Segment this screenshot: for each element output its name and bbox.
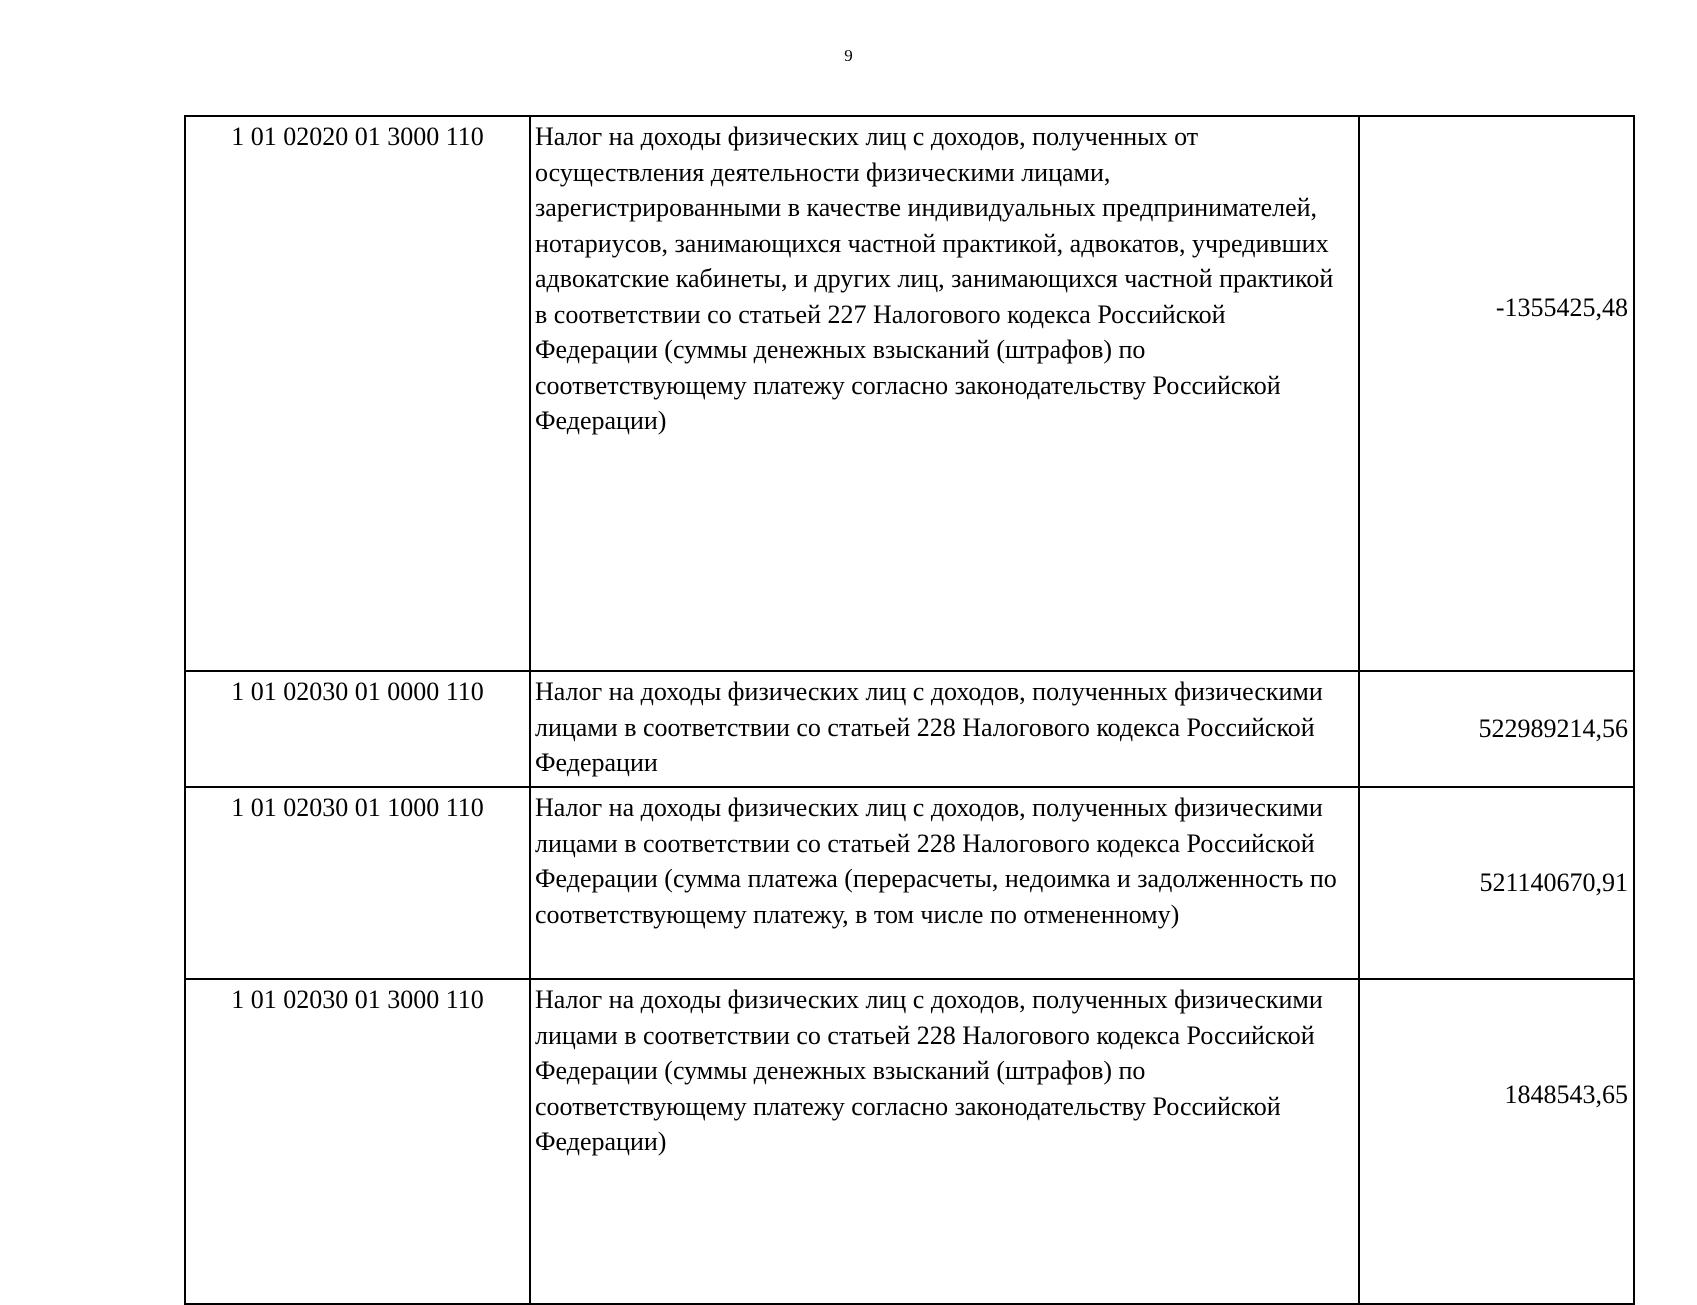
amount-cell: 521140670,91 — [1359, 787, 1634, 979]
amount-cell: 522989214,56 — [1359, 671, 1634, 787]
budget-code-cell: 1 01 02030 01 3000 110 — [185, 979, 530, 1304]
table-row — [185, 979, 1634, 1304]
revenue-name-cell: Налог на доходы физических лиц с доходов, полученных физическими лицами в соответствии со статьей 228 Налогового кодекса Российской Федерации — [530, 671, 1359, 787]
table-row — [185, 787, 1634, 979]
revenue-name-cell: Налог на доходы физических лиц с доходов, полученных физическими лицами в соответствии со статьей 228 Налогового кодекса Российской Федерации (суммы денежных взысканий (штрафов) по соответствующему платежу согласно законодательству Российской Федерации) — [530, 979, 1359, 1304]
budget-revenue-table — [184, 115, 1635, 1305]
table-row — [185, 671, 1634, 787]
revenue-name-cell: Налог на доходы физических лиц с доходов, полученных от осуществления деятельности физическими лицами, зарегистрированными в качестве индивидуальных предпринимателей, нотариусов, занимающихся частной практикой, адвокатов, учредивших адвокатские кабинеты, и других лиц, занимающихся частной практикой в соответствии со статьей 227 Налогового кодекса Российской Федерации (суммы денежных взысканий (штрафов) по соответствующему платежу согласно законодательству Российской Федерации) — [530, 116, 1359, 671]
page-number: 9 — [844, 46, 853, 65]
revenue-name-cell: Налог на доходы физических лиц с доходов, полученных физическими лицами в соответствии со статьей 228 Налогового кодекса Российской Федерации (сумма платежа (перерасчеты, недоимка и задолженность по соответствующему платежу, в том числе по отмененному) — [530, 787, 1359, 979]
amount-cell: -1355425,48 — [1359, 116, 1634, 671]
amount-cell: 1848543,65 — [1359, 979, 1634, 1304]
table-row — [185, 116, 1634, 671]
budget-code-cell: 1 01 02020 01 3000 110 — [185, 116, 530, 671]
budget-code-cell: 1 01 02030 01 0000 110 — [185, 671, 530, 787]
budget-code-cell: 1 01 02030 01 1000 110 — [185, 787, 530, 979]
